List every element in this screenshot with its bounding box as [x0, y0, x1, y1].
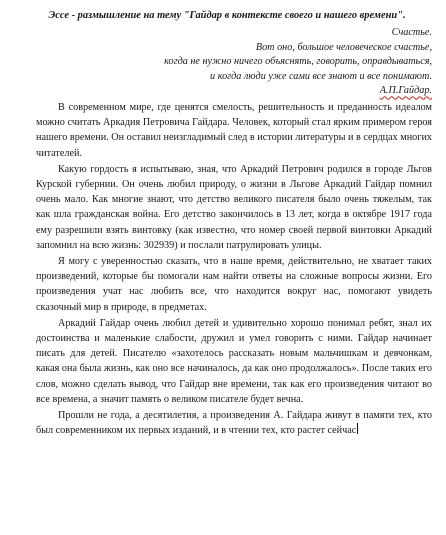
epigraph-line: и когда люди уже сами все знают и все понимают. [210, 70, 432, 82]
epigraph-line: Счастье. [391, 27, 432, 38]
essay-body[interactable] [36, 100, 432, 438]
epigraph-author-line [36, 84, 432, 99]
paragraph-last [36, 408, 432, 438]
text-cursor [357, 423, 358, 434]
epigraph-line: когда не нужно ничего объяснять, говорить, оправдываться, [164, 56, 432, 68]
epigraph [36, 26, 432, 99]
essay-title: Эссе - размышление на тему "Гайдар в контексте своего и нашего времени". [48, 10, 406, 21]
paragraph: Я могу с уверенностью сказать, что в наше время, действительно, не хватает таких произведений, которые бы помогали нам найти ответы на сложные вопросы жизни. Его произведения учат нас любить все, что находится вокруг нас, помогают увидеть сказочный мир в природе, в предметах. [36, 256, 432, 313]
paragraph-last-text: Прошли не года, а десятилетия, а произведения А. Гайдара живут в памяти тех, кто был современником их первых изданий, и в чтении тех, кто растет сейчас [36, 410, 432, 437]
paragraph: Какую гордость я испытываю, зная, что Аркадий Петрович родился в городе Льгов Курской губернии. Он очень любил природу, о жизни в Льгове Аркадий Гайдар помнил очень мало. Как многие знают, что детство великого писателя было очень тяжелым, так как шла гражданская война. Его детство закончилось в 13 лет, когда в октябре 1917 года ему разрешили взять винтовку (как известно, что номер своей первой винтовки Аркадий запомнил на всю жизнь: 302939) и послали патрулировать улицы. [36, 163, 432, 251]
paragraph: Аркадий Гайдар очень любил детей и удивительно хорошо понимал ребят, знал их достоинства и маленькие слабости, дружил и умел говорить с ними. Гайдар начинает писать для детей. Писателю «захотелось рассказать новым мальчишкам и девчонкам, какая она была жизнь, как оно все начиналось, да как оно продолжалось». После таких его слов, можно сделать вывод, что Гайдар вне времени, так как его произведения читают во все времена, а значит память о великом писателе будет вечна. [36, 317, 432, 405]
epigraph-line: Вот оно, большое человеческое счастье, [255, 41, 432, 53]
paragraph: В современном мире, где ценятся смелость, решительность и преданность идеалом можно считать Аркадия Петровича Гайдара. Человек, который стал ярким примером героя нашего времени. Он оставил неизгладимый след в истории литературы и в сердцах многих читателей. [36, 101, 432, 159]
epigraph-author: А.П.Гайдар. [379, 85, 432, 97]
